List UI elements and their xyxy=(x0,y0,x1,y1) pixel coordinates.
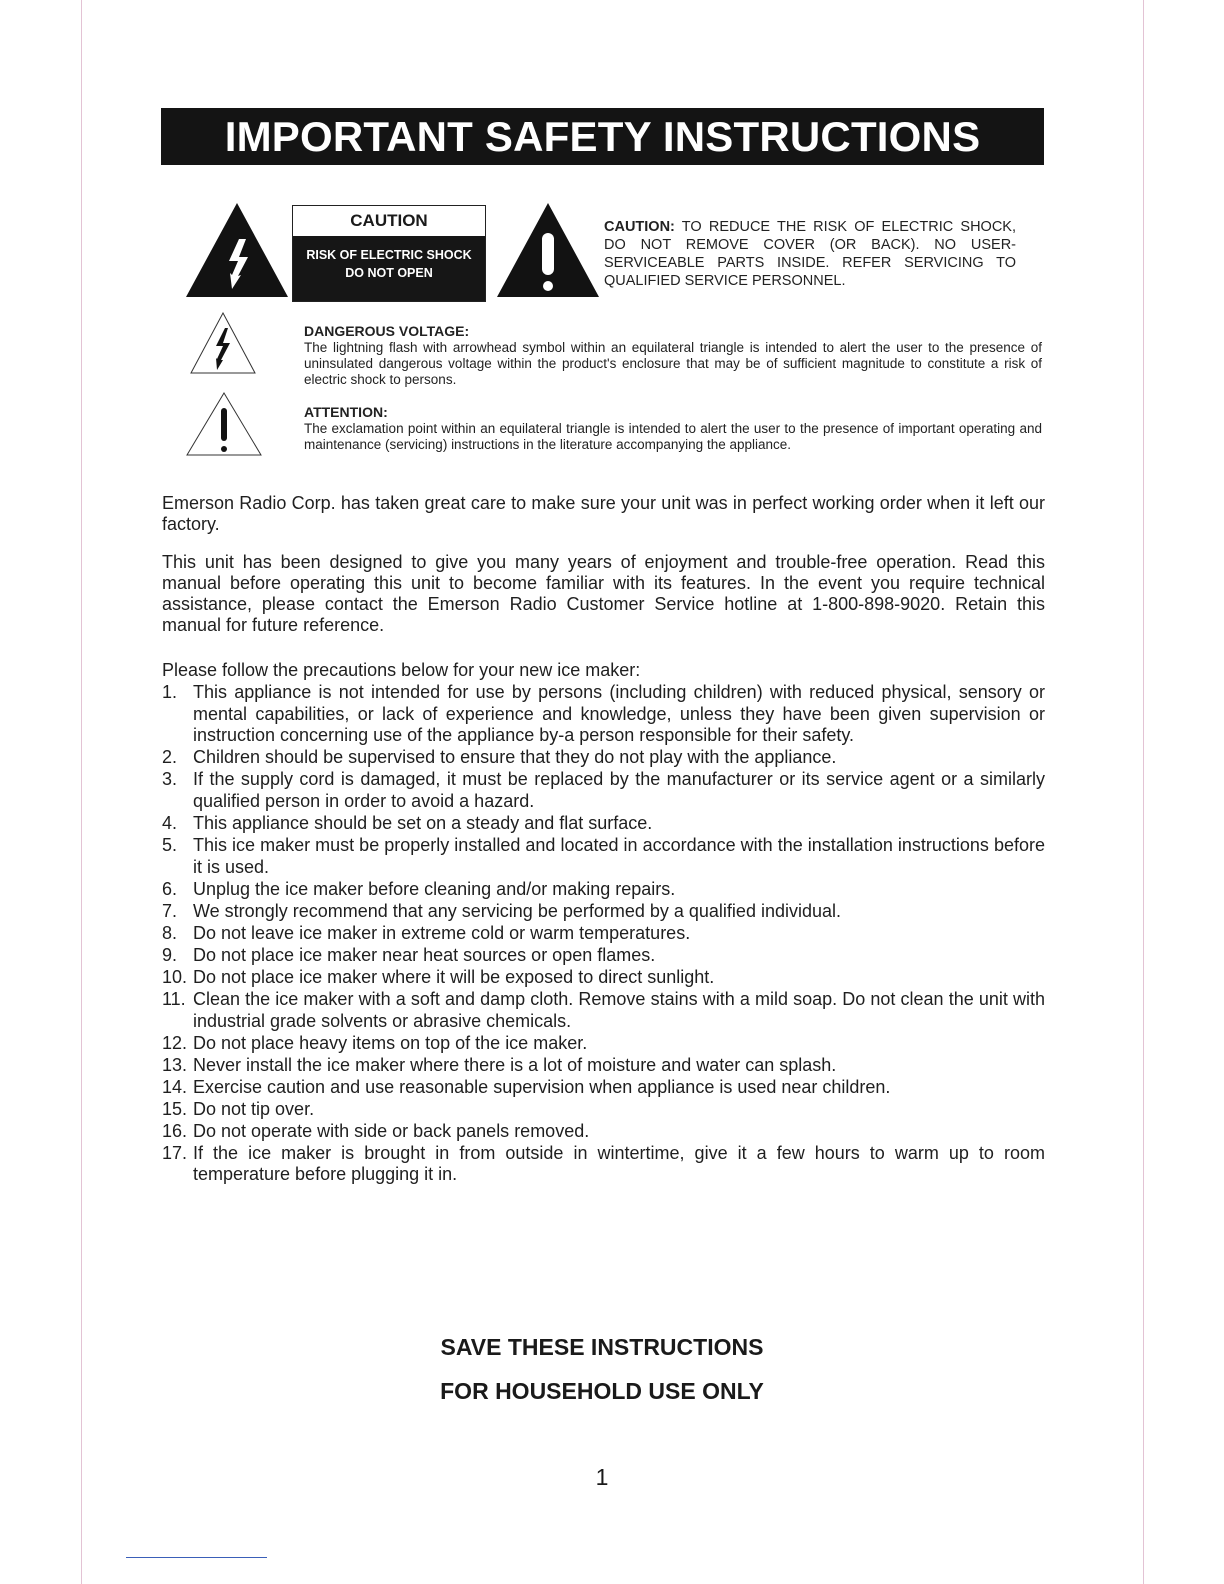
list-item: 1. This appliance is not intended for use by persons (including children) with reduced physical, sensory or mental capabilities, or lack of experience and knowledge, unless they have been given supervision or instruction concerning use of the appliance by-a person responsible for their safety. xyxy=(162,682,1045,746)
list-item: 7. We strongly recommend that any servicing be performed by a qualified individual. xyxy=(162,900,841,921)
caution-note-label: CAUTION: xyxy=(604,219,675,235)
list-item: 9. Do not place ice maker near heat sources or open flames. xyxy=(162,944,656,965)
intro-paragraph: Emerson Radio Corp. has taken great care to make sure your unit was in perfect working order when it left our factory. xyxy=(162,493,1045,534)
list-item: 6. Unplug the ice maker before cleaning and/or making repairs. xyxy=(162,878,676,899)
list-item: 17. If the ice maker is brought in from outside in wintertime, give it a few hours to warm up to room temperature before plugging it in. xyxy=(162,1142,1045,1185)
list-item: 13. Never install the ice maker where there is a lot of moisture and water can splash. xyxy=(162,1054,837,1075)
attention-title: ATTENTION: xyxy=(304,404,388,420)
caution-note-text: TO REDUCE THE RISK OF ELECTRIC SHOCK, DO NOT REMOVE COVER (OR BACK). NO USER-SERVICEABLE PARTS INSIDE. REFER SERVICING TO QUALIFIED SERVICE PERSONNEL. xyxy=(604,219,1016,289)
household-use-heading: FOR HOUSEHOLD USE ONLY xyxy=(440,1378,764,1404)
attention-body: The exclamation point within an equilateral triangle is intended to alert the user to the presence of important operating and maintenance (servicing) instructions in the literature accompanying the appliance. xyxy=(304,421,1042,452)
list-item: 2. Children should be supervised to ensure that they do not play with the appliance. xyxy=(162,747,837,768)
manual-paragraph: This unit has been designed to give you many years of enjoyment and trouble-free operation. Read this manual before operating this unit to become familiar with its features. In the event you require technical assistance, please contact the Emerson Radio Customer Service hotline at 1-800-898-9020. Retain this manual for future reference. xyxy=(162,552,1045,635)
list-item: 10. Do not place ice maker where it will be exposed to direct sunlight. xyxy=(162,966,715,987)
caution-label-line2: DO NOT OPEN xyxy=(345,266,433,280)
list-item: 4. This appliance should be set on a steady and flat surface. xyxy=(162,813,653,834)
page-number: 1 xyxy=(595,1464,609,1490)
lightning-warning-icon xyxy=(186,203,288,297)
save-instructions-heading: SAVE THESE INSTRUCTIONS xyxy=(440,1334,764,1360)
exclamation-warning-icon xyxy=(497,203,599,297)
precautions-intro: Please follow the precautions below for your new ice maker: xyxy=(162,660,641,680)
precautions-list xyxy=(162,682,1045,1186)
caution-label-warning xyxy=(293,236,485,301)
list-item: 11. Clean the ice maker with a soft and damp cloth. Remove stains with a mild soap. Do not clean the unit with industrial grade solvents or abrasive chemicals. xyxy=(162,988,1045,1031)
list-item: 8. Do not leave ice maker in extreme cold or warm temperatures. xyxy=(162,922,691,943)
list-item: 16. Do not operate with side or back panels removed. xyxy=(162,1120,590,1141)
caution-label-line1: RISK OF ELECTRIC SHOCK xyxy=(306,248,472,262)
list-item: 15. Do not tip over. xyxy=(162,1098,315,1119)
list-item: 12. Do not place heavy items on top of the ice maker. xyxy=(162,1032,588,1053)
caution-label-title: CAUTION xyxy=(350,211,428,230)
list-item: 14. Exercise caution and use reasonable supervision when appliance is used near children. xyxy=(162,1076,891,1097)
caution-note xyxy=(604,218,1016,290)
exclamation-triangle-icon xyxy=(186,392,262,456)
dangerous-voltage-title: DANGEROUS VOLTAGE: xyxy=(304,323,470,339)
footnote-separator xyxy=(126,1557,267,1558)
page-title: IMPORTANT SAFETY INSTRUCTIONS xyxy=(161,108,1044,165)
lightning-triangle-icon xyxy=(190,312,256,374)
list-item: 3. If the supply cord is damaged, it must be replaced by the manufacturer or its service agent or a similarly qualified person in order to avoid a hazard. xyxy=(162,769,1045,812)
list-item: 5. This ice maker must be properly installed and located in accordance with the installation instructions before it is used. xyxy=(162,835,1045,877)
dangerous-voltage-body: The lightning flash with arrowhead symbol within an equilateral triangle is intended to alert the user to the presence of uninsulated dangerous voltage within the product's enclosure that may be of sufficient magnitude to constitute a risk of electric shock to persons. xyxy=(304,340,1042,387)
dangerous-voltage-note xyxy=(304,323,1042,388)
caution-label-box xyxy=(292,205,486,302)
attention-note xyxy=(304,404,1042,453)
